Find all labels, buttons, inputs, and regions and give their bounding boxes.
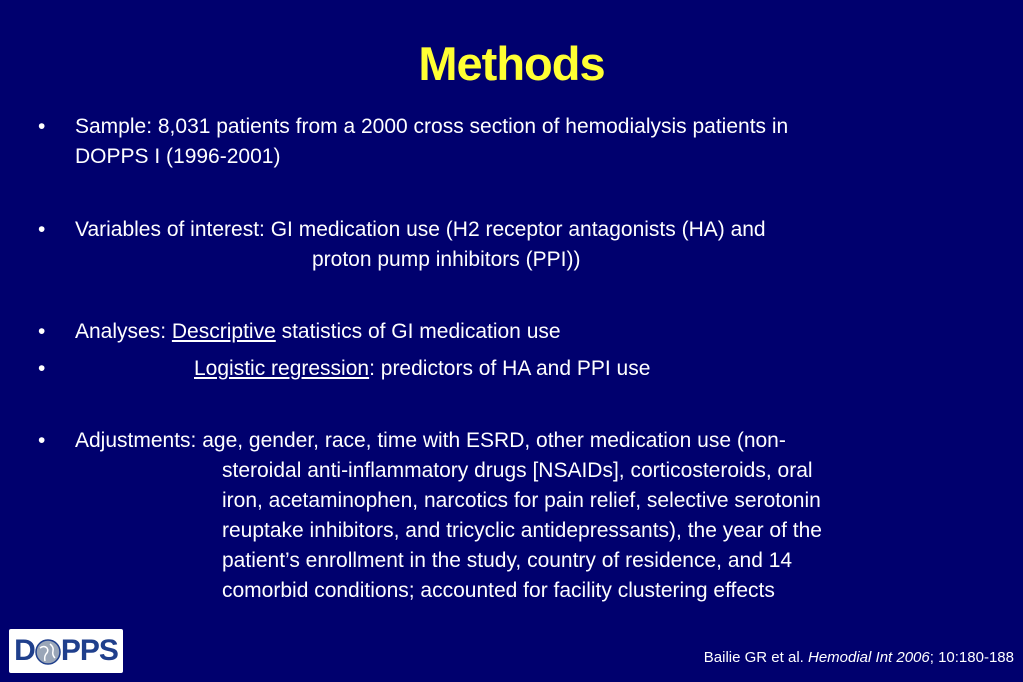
logo-text-left: D [14,634,35,667]
citation-details: ; 10:180-188 [929,649,1014,666]
analyses-line-1 [75,317,561,347]
citation-journal: Hemodial Int 2006 [808,649,930,666]
bullet-dot: • [38,115,46,138]
analyses-line-2 [194,354,650,384]
sample-line-2: DOPPS I (1996-2001) [75,145,281,168]
adjustments-line-1: Adjustments: age, gender, race, time with ESRD, other medication use (non- [75,429,786,452]
adjustments-line-3: iron, acetaminophen, narcotics for pain relief, selective serotonin [222,489,821,512]
descriptive-term: Descriptive [171,320,276,343]
bullet-dot: • [38,357,46,380]
variables-line-1: Variables of interest: GI medication use (H2 receptor antagonists (HA) and [75,218,766,241]
adjustments-line-4: reuptake inhibitors, and tricyclic antidepressants), the year of the [222,519,822,542]
logistic-term: Logistic regression [194,357,370,380]
adjustments-line-5: patient’s enrollment in the study, country of residence, and 14 [222,549,793,572]
slide-title: Methods [418,37,605,90]
dopps-logo [9,629,123,673]
citation [704,649,1014,666]
analyses-label: Analyses: [75,320,172,343]
bullet-dot: • [38,320,46,343]
citation-authors: Bailie GR et al. [703,649,808,666]
logo-text-right: PPS [60,634,118,667]
adjustments-line-2: steroidal anti-inflammatory drugs [NSAIDs], corticosteroids, oral [222,459,813,482]
descriptive-rest: statistics of GI medication use [275,320,561,343]
logo-text [9,629,123,673]
sample-line-1: Sample: 8,031 patients from a 2000 cross section of hemodialysis patients in [75,115,789,138]
globe-icon [35,639,61,665]
bullet-dot: • [38,218,46,241]
bullet-dot: • [38,429,46,452]
logistic-rest: : predictors of HA and PPI use [369,357,651,380]
adjustments-line-6: comorbid conditions; accounted for facility clustering effects [222,579,775,602]
variables-line-2: proton pump inhibitors (PPI)) [312,248,581,271]
